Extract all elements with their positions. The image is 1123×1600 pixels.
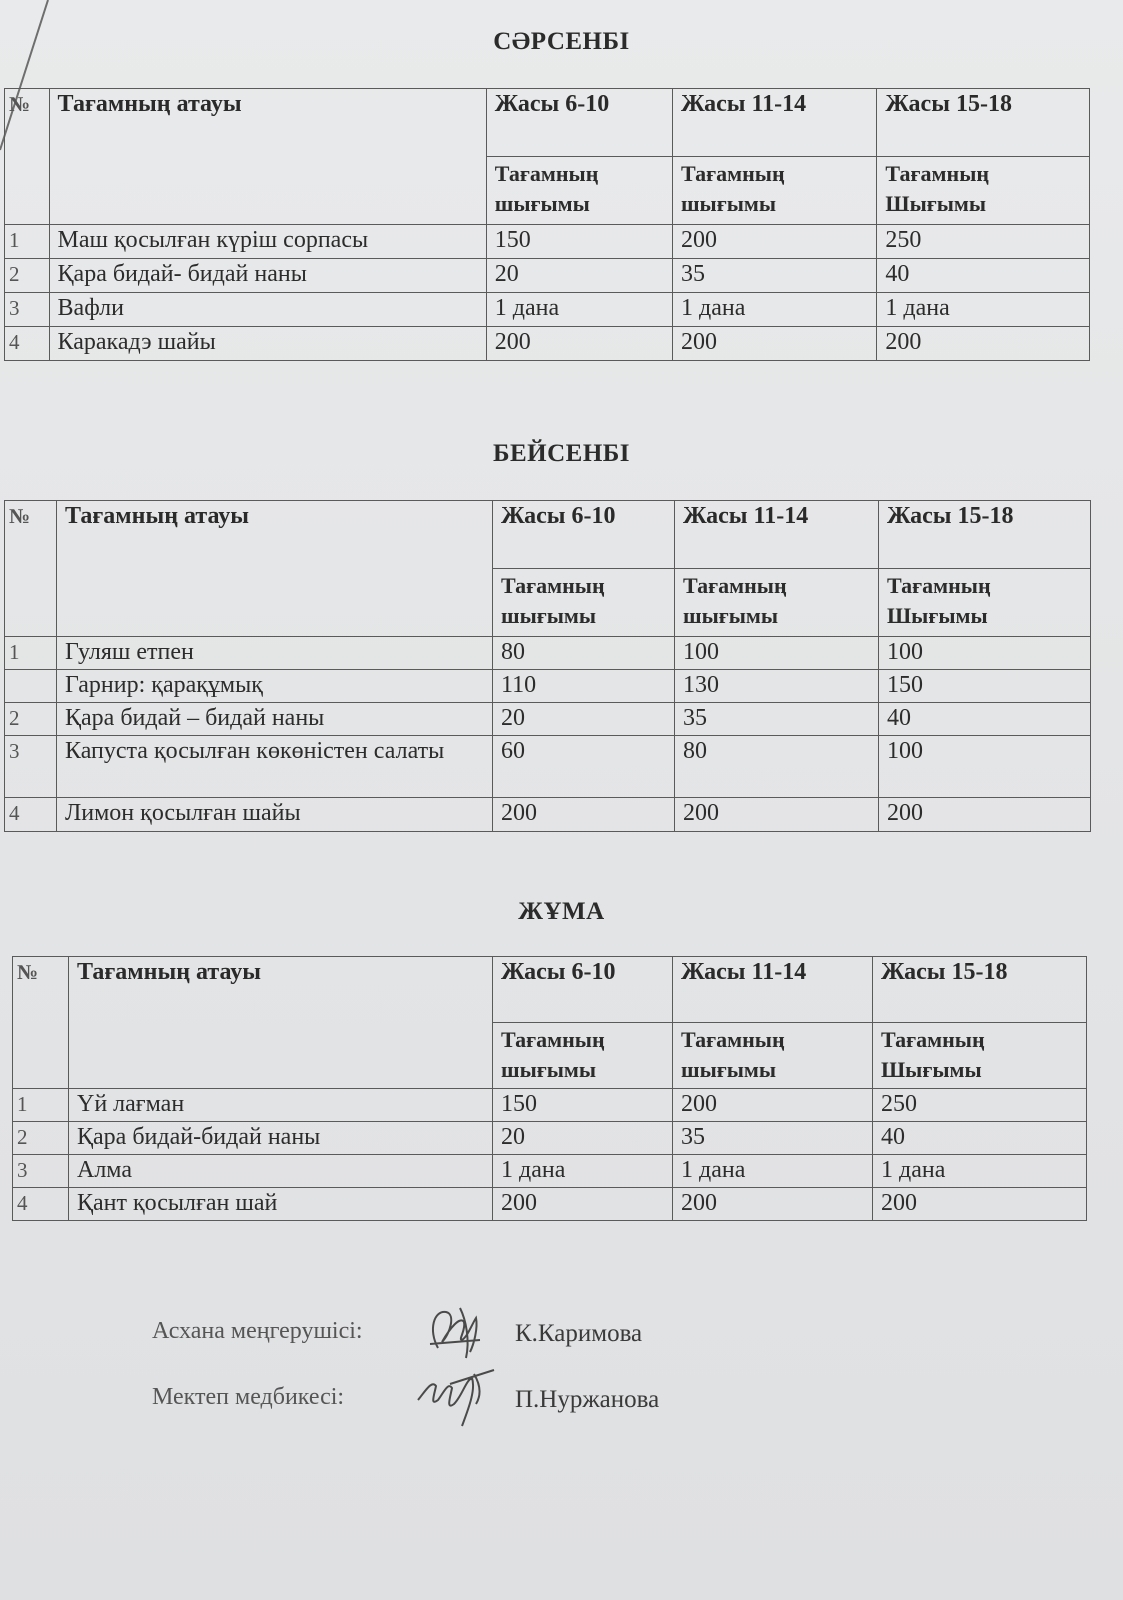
yield-header: Тағамның шығымы	[673, 1023, 873, 1089]
yield-header: Тағамның Шығымы	[877, 157, 1090, 225]
menu-table-friday	[12, 956, 1087, 1221]
table-header-row	[5, 89, 1090, 157]
num-header: №	[5, 89, 50, 225]
dish-name: Маш қосылған күріш сорпасы	[49, 225, 486, 259]
table-row	[13, 1155, 1087, 1188]
portion-value: 200	[486, 327, 672, 361]
row-number: 1	[5, 225, 50, 259]
yield-header: Тағамның шығымы	[493, 1023, 673, 1089]
table-row	[13, 1122, 1087, 1155]
age-group-header: Жасы 6-10	[493, 957, 673, 1023]
portion-value: 100	[879, 736, 1091, 798]
portion-value: 40	[873, 1122, 1087, 1155]
yield-header: Тағамның Шығымы	[873, 1023, 1087, 1089]
num-header: №	[13, 957, 69, 1089]
portion-value: 200	[879, 798, 1091, 832]
signature-role-school-nurse: Мектеп медбикесі:	[152, 1384, 345, 1410]
portion-value: 200	[877, 327, 1090, 361]
portion-value: 20	[486, 259, 672, 293]
yield-header: Тағамның шығымы	[672, 157, 876, 225]
table-row	[13, 1089, 1087, 1122]
portion-value: 200	[673, 1089, 873, 1122]
portion-value: 110	[493, 670, 675, 703]
day-title-thursday: БЕЙСЕНБІ	[492, 440, 631, 467]
yield-header: Тағамның шығымы	[486, 157, 672, 225]
signature-role-kitchen-head: Асхана меңгерушісі:	[152, 1318, 363, 1344]
signature-kitchen-head	[420, 1300, 500, 1362]
portion-value: 1 дана	[486, 293, 672, 327]
portion-value: 20	[493, 1122, 673, 1155]
yield-header: Тағамның шығымы	[675, 569, 879, 637]
table-row	[5, 670, 1091, 703]
dish-name: Каракадэ шайы	[49, 327, 486, 361]
age-group-header: Жасы 15-18	[877, 89, 1090, 157]
dish-name: Гарнир: қарақұмық	[57, 670, 493, 703]
table-row	[5, 259, 1090, 293]
row-number: 1	[13, 1089, 69, 1122]
dish-name-header: Тағамның атауы	[57, 501, 493, 637]
num-header: №	[5, 501, 57, 637]
portion-value: 200	[493, 1188, 673, 1221]
row-number: 2	[13, 1122, 69, 1155]
day-title-wednesday: СӘРСЕНБІ	[493, 28, 630, 55]
portion-value: 20	[493, 703, 675, 736]
portion-value: 35	[672, 259, 876, 293]
row-number: 4	[5, 327, 50, 361]
dish-name: Вафли	[49, 293, 486, 327]
row-number: 4	[13, 1188, 69, 1221]
dish-name: Үй лағман	[69, 1089, 493, 1122]
portion-value: 150	[486, 225, 672, 259]
dish-name-header: Тағамның атауы	[49, 89, 486, 225]
table-header-row	[5, 501, 1091, 569]
day-title-friday: ЖҰМА	[518, 898, 605, 925]
table-row	[5, 637, 1091, 670]
dish-name-header: Тағамның атауы	[69, 957, 493, 1089]
row-number: 2	[5, 259, 50, 293]
age-group-header: Жасы 11-14	[675, 501, 879, 569]
dish-name: Алма	[69, 1155, 493, 1188]
row-number: 3	[5, 736, 57, 798]
portion-value: 1 дана	[493, 1155, 673, 1188]
portion-value: 1 дана	[673, 1155, 873, 1188]
age-group-header: Жасы 15-18	[873, 957, 1087, 1023]
table-header-row	[13, 957, 1087, 1023]
portion-value: 35	[675, 703, 879, 736]
portion-value: 200	[672, 327, 876, 361]
table-row	[5, 225, 1090, 259]
portion-value: 200	[672, 225, 876, 259]
table-row	[5, 798, 1091, 832]
row-number: 1	[5, 637, 57, 670]
portion-value: 200	[675, 798, 879, 832]
signatory-name-school-nurse: П.Нуржанова	[515, 1386, 660, 1413]
row-number: 4	[5, 798, 57, 832]
portion-value: 1 дана	[672, 293, 876, 327]
table-row	[5, 736, 1091, 798]
portion-value: 200	[873, 1188, 1087, 1221]
dish-name: Қара бидай- бидай наны	[49, 259, 486, 293]
menu-table-wednesday	[4, 88, 1090, 361]
dish-name: Қара бидай-бидай наны	[69, 1122, 493, 1155]
portion-value: 1 дана	[877, 293, 1090, 327]
yield-header: Тағамның шығымы	[493, 569, 675, 637]
portion-value: 130	[675, 670, 879, 703]
portion-value: 1 дана	[873, 1155, 1087, 1188]
portion-value: 100	[879, 637, 1091, 670]
table-row	[5, 327, 1090, 361]
dish-name: Лимон қосылған шайы	[57, 798, 493, 832]
table-row	[5, 703, 1091, 736]
signature-school-nurse	[410, 1360, 506, 1432]
portion-value: 40	[877, 259, 1090, 293]
portion-value: 150	[879, 670, 1091, 703]
row-number: 2	[5, 703, 57, 736]
row-number	[5, 670, 57, 703]
age-group-header: Жасы 11-14	[673, 957, 873, 1023]
portion-value: 200	[673, 1188, 873, 1221]
table-row	[5, 293, 1090, 327]
portion-value: 80	[675, 736, 879, 798]
portion-value: 200	[493, 798, 675, 832]
dish-name: Капуста қосылған көкөністен салаты	[57, 736, 493, 798]
portion-value: 35	[673, 1122, 873, 1155]
dish-name: Қара бидай – бидай наны	[57, 703, 493, 736]
portion-value: 250	[877, 225, 1090, 259]
age-group-header: Жасы 6-10	[486, 89, 672, 157]
signatory-name-kitchen-head: К.Каримова	[515, 1320, 643, 1347]
table-row	[13, 1188, 1087, 1221]
menu-table-thursday	[4, 500, 1091, 832]
portion-value: 60	[493, 736, 675, 798]
yield-header: Тағамның Шығымы	[879, 569, 1091, 637]
portion-value: 100	[675, 637, 879, 670]
row-number: 3	[5, 293, 50, 327]
age-group-header: Жасы 6-10	[493, 501, 675, 569]
age-group-header: Жасы 15-18	[879, 501, 1091, 569]
dish-name: Гуляш етпен	[57, 637, 493, 670]
dish-name: Қант қосылған шай	[69, 1188, 493, 1221]
portion-value: 150	[493, 1089, 673, 1122]
portion-value: 40	[879, 703, 1091, 736]
row-number: 3	[13, 1155, 69, 1188]
age-group-header: Жасы 11-14	[672, 89, 876, 157]
portion-value: 80	[493, 637, 675, 670]
portion-value: 250	[873, 1089, 1087, 1122]
